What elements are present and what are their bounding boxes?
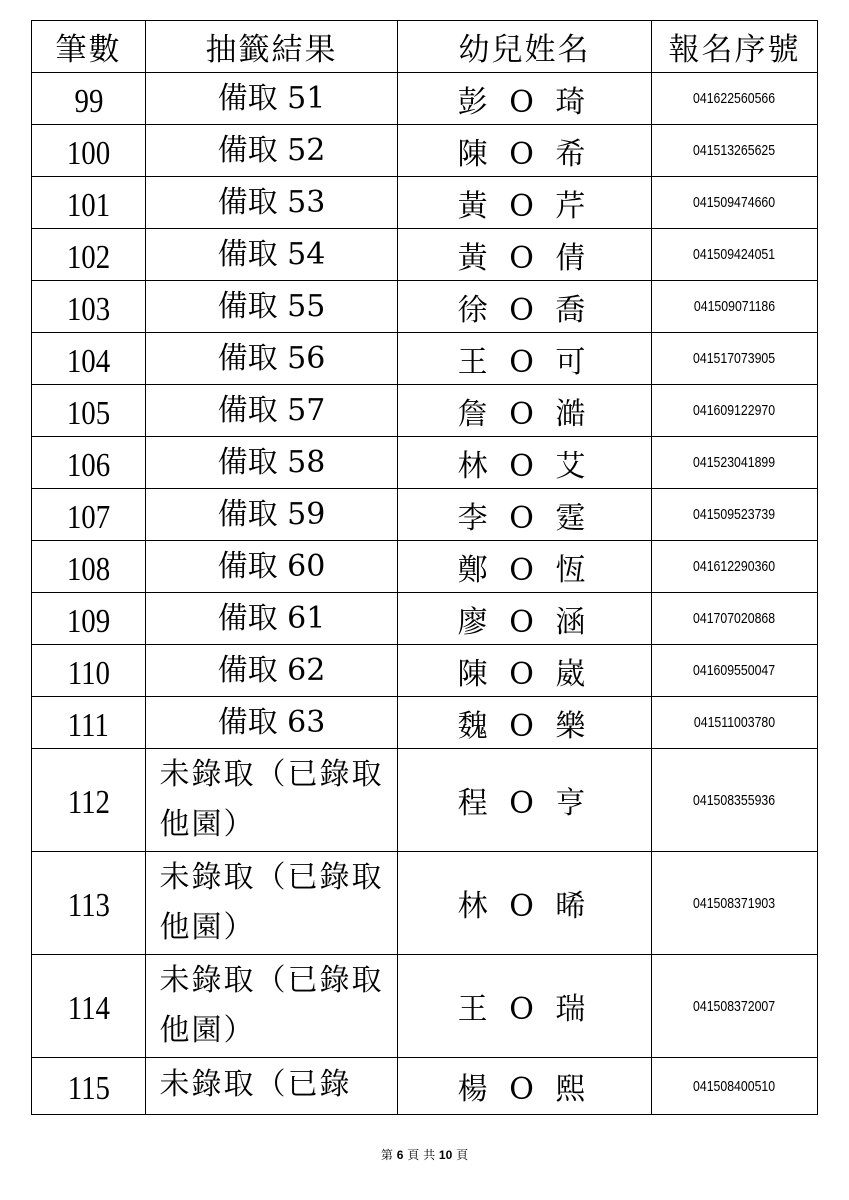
page-footer <box>0 1146 849 1163</box>
table-row <box>32 749 818 852</box>
row-result: 備取 51 <box>146 73 398 125</box>
footer-total-pages: 10 <box>438 1148 453 1162</box>
table-row <box>32 229 818 281</box>
footer-page-number: 6 <box>396 1148 404 1162</box>
row-name: 程 O 亨 <box>398 749 652 852</box>
row-count: 107 <box>32 489 146 541</box>
row-count: 106 <box>32 437 146 489</box>
row-count: 115 <box>32 1058 146 1115</box>
row-count: 99 <box>32 73 146 125</box>
row-result: 備取 55 <box>146 281 398 333</box>
row-serial: 041612290360 <box>652 541 818 593</box>
row-serial: 041511003780 <box>652 697 818 749</box>
table-row <box>32 73 818 125</box>
row-result: 備取 59 <box>146 489 398 541</box>
row-name: 詹 O 澔 <box>398 385 652 437</box>
row-name: 鄭 O 恆 <box>398 541 652 593</box>
row-serial: 041513265625 <box>652 125 818 177</box>
row-result: 備取 56 <box>146 333 398 385</box>
table-row <box>32 955 818 1058</box>
table-row <box>32 177 818 229</box>
table-row <box>32 852 818 955</box>
row-result: 備取 54 <box>146 229 398 281</box>
row-serial: 041508372007 <box>652 955 818 1058</box>
row-serial: 041508400510 <box>652 1058 818 1115</box>
row-count: 103 <box>32 281 146 333</box>
footer-middle: 頁 共 <box>407 1148 436 1162</box>
table-row <box>32 125 818 177</box>
row-count: 114 <box>32 955 146 1058</box>
roster-table <box>31 20 818 1115</box>
row-name: 李 O 霆 <box>398 489 652 541</box>
row-name: 陳 O 崴 <box>398 645 652 697</box>
row-result: 未錄取（已錄取他園） <box>146 749 398 852</box>
row-count: 111 <box>32 697 146 749</box>
table-row <box>32 385 818 437</box>
row-name: 魏 O 樂 <box>398 697 652 749</box>
row-count: 104 <box>32 333 146 385</box>
row-result: 備取 58 <box>146 437 398 489</box>
row-serial: 041509474660 <box>652 177 818 229</box>
row-name: 楊 O 熙 <box>398 1058 652 1115</box>
footer-prefix: 第 <box>380 1148 393 1162</box>
table-row <box>32 333 818 385</box>
row-result: 未錄取（已錄 <box>146 1058 398 1115</box>
table-row <box>32 437 818 489</box>
row-serial: 041509071186 <box>652 281 818 333</box>
table-row <box>32 593 818 645</box>
row-name: 廖 O 涵 <box>398 593 652 645</box>
row-count: 112 <box>32 749 146 852</box>
row-name: 王 O 瑞 <box>398 955 652 1058</box>
header-child-name: 幼兒姓名 <box>398 21 652 73</box>
row-name: 林 O 艾 <box>398 437 652 489</box>
row-result: 備取 60 <box>146 541 398 593</box>
row-result: 備取 57 <box>146 385 398 437</box>
row-serial: 041609122970 <box>652 385 818 437</box>
row-count: 113 <box>32 852 146 955</box>
table-row <box>32 281 818 333</box>
row-count: 109 <box>32 593 146 645</box>
row-serial: 041523041899 <box>652 437 818 489</box>
row-result: 未錄取（已錄取他園） <box>146 955 398 1058</box>
row-count: 108 <box>32 541 146 593</box>
row-count: 105 <box>32 385 146 437</box>
row-result: 備取 63 <box>146 697 398 749</box>
header-count: 筆數 <box>32 21 146 73</box>
row-serial: 041508371903 <box>652 852 818 955</box>
row-serial: 041622560566 <box>652 73 818 125</box>
row-count: 100 <box>32 125 146 177</box>
row-name: 徐 O 喬 <box>398 281 652 333</box>
table-row <box>32 697 818 749</box>
row-serial: 041508355936 <box>652 749 818 852</box>
row-result: 備取 61 <box>146 593 398 645</box>
footer-suffix: 頁 <box>456 1148 469 1162</box>
row-result: 未錄取（已錄取他園） <box>146 852 398 955</box>
row-serial: 041517073905 <box>652 333 818 385</box>
row-name: 陳 O 希 <box>398 125 652 177</box>
table-row <box>32 541 818 593</box>
row-name: 黃 O 倩 <box>398 229 652 281</box>
table-row <box>32 645 818 697</box>
header-draw-result: 抽籤結果 <box>146 21 398 73</box>
header-registration-number: 報名序號 <box>652 21 818 73</box>
row-count: 110 <box>32 645 146 697</box>
row-count: 102 <box>32 229 146 281</box>
row-name: 王 O 可 <box>398 333 652 385</box>
table-row <box>32 489 818 541</box>
row-name: 林 O 晞 <box>398 852 652 955</box>
row-count: 101 <box>32 177 146 229</box>
row-name: 彭 O 琦 <box>398 73 652 125</box>
row-result: 備取 53 <box>146 177 398 229</box>
row-serial: 041707020868 <box>652 593 818 645</box>
row-serial: 041509424051 <box>652 229 818 281</box>
row-result: 備取 62 <box>146 645 398 697</box>
header-row <box>32 21 818 73</box>
row-result: 備取 52 <box>146 125 398 177</box>
row-name: 黃 O 芹 <box>398 177 652 229</box>
row-serial: 041609550047 <box>652 645 818 697</box>
table-row <box>32 1058 818 1115</box>
row-serial: 041509523739 <box>652 489 818 541</box>
